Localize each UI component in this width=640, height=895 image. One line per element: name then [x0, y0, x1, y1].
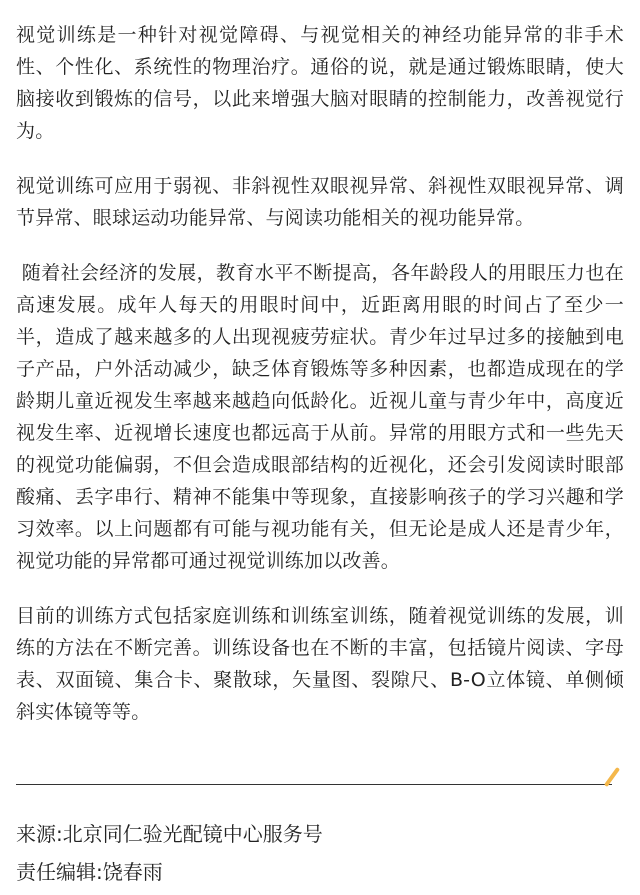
- article-body: [16, 19, 624, 751]
- paragraph-definition: 视觉训练是一种针对视觉障碍、与视觉相关的神经功能异常的非手术性、个性化、系统性的物理治疗。通俗的说，就是通过锻炼眼睛，使大脑接收到锻炼的信号，以此来增强大脑对眼睛的控制能力，改善视觉行为。: [16, 24, 624, 142]
- source-credit: 来源:北京同仁验光配镜中心服务号: [16, 822, 323, 846]
- editor-credit: 责任编辑:饶春雨: [16, 860, 163, 884]
- section-divider: [16, 784, 612, 785]
- paragraph-background: 随着社会经济的发展，教育水平不断提高，各年龄段人的用眼压力也在高速发展。成年人每天的用眼时间中，近距离用眼的时间占了至少一半，造成了越来越多的人出现视疲劳症状。青少年过早过多的接触到电子产品，户外活动减少，缺乏体育锻炼等多种因素，也都造成现在的学龄期儿童近视发生率越来越趋向低龄化。近视儿童与青少年中，高度近视发生率、近视增长速度也都远高于从前。异常的用眼方式和一些先天的视觉功能偏弱，不但会造成眼部结构的近视化，还会引发阅读时眼部酸痛、丢字串行、精神不能集中等现象，直接影响孩子的学习兴趣和学习效率。以上问题都有可能与视功能有关，但无论是成人还是青少年，视觉功能的异常都可通过视觉训练加以改善。: [16, 262, 624, 572]
- divider-accent-stroke: [604, 767, 620, 787]
- paragraph-applications: 视觉训练可应用于弱视、非斜视性双眼视异常、斜视性双眼视异常、调节异常、眼球运动功能异常、与阅读功能相关的视功能异常。: [16, 175, 624, 229]
- paragraph-training-methods: 目前的训练方式包括家庭训练和训练室训练，随着视觉训练的发展，训练的方法在不断完善。训练设备也在不断的丰富，包括镜片阅读、字母表、双面镜、集合卡、聚散球，矢量图、裂隙尺、B-O立体镜、单侧倾斜实体镜等等。: [16, 605, 624, 723]
